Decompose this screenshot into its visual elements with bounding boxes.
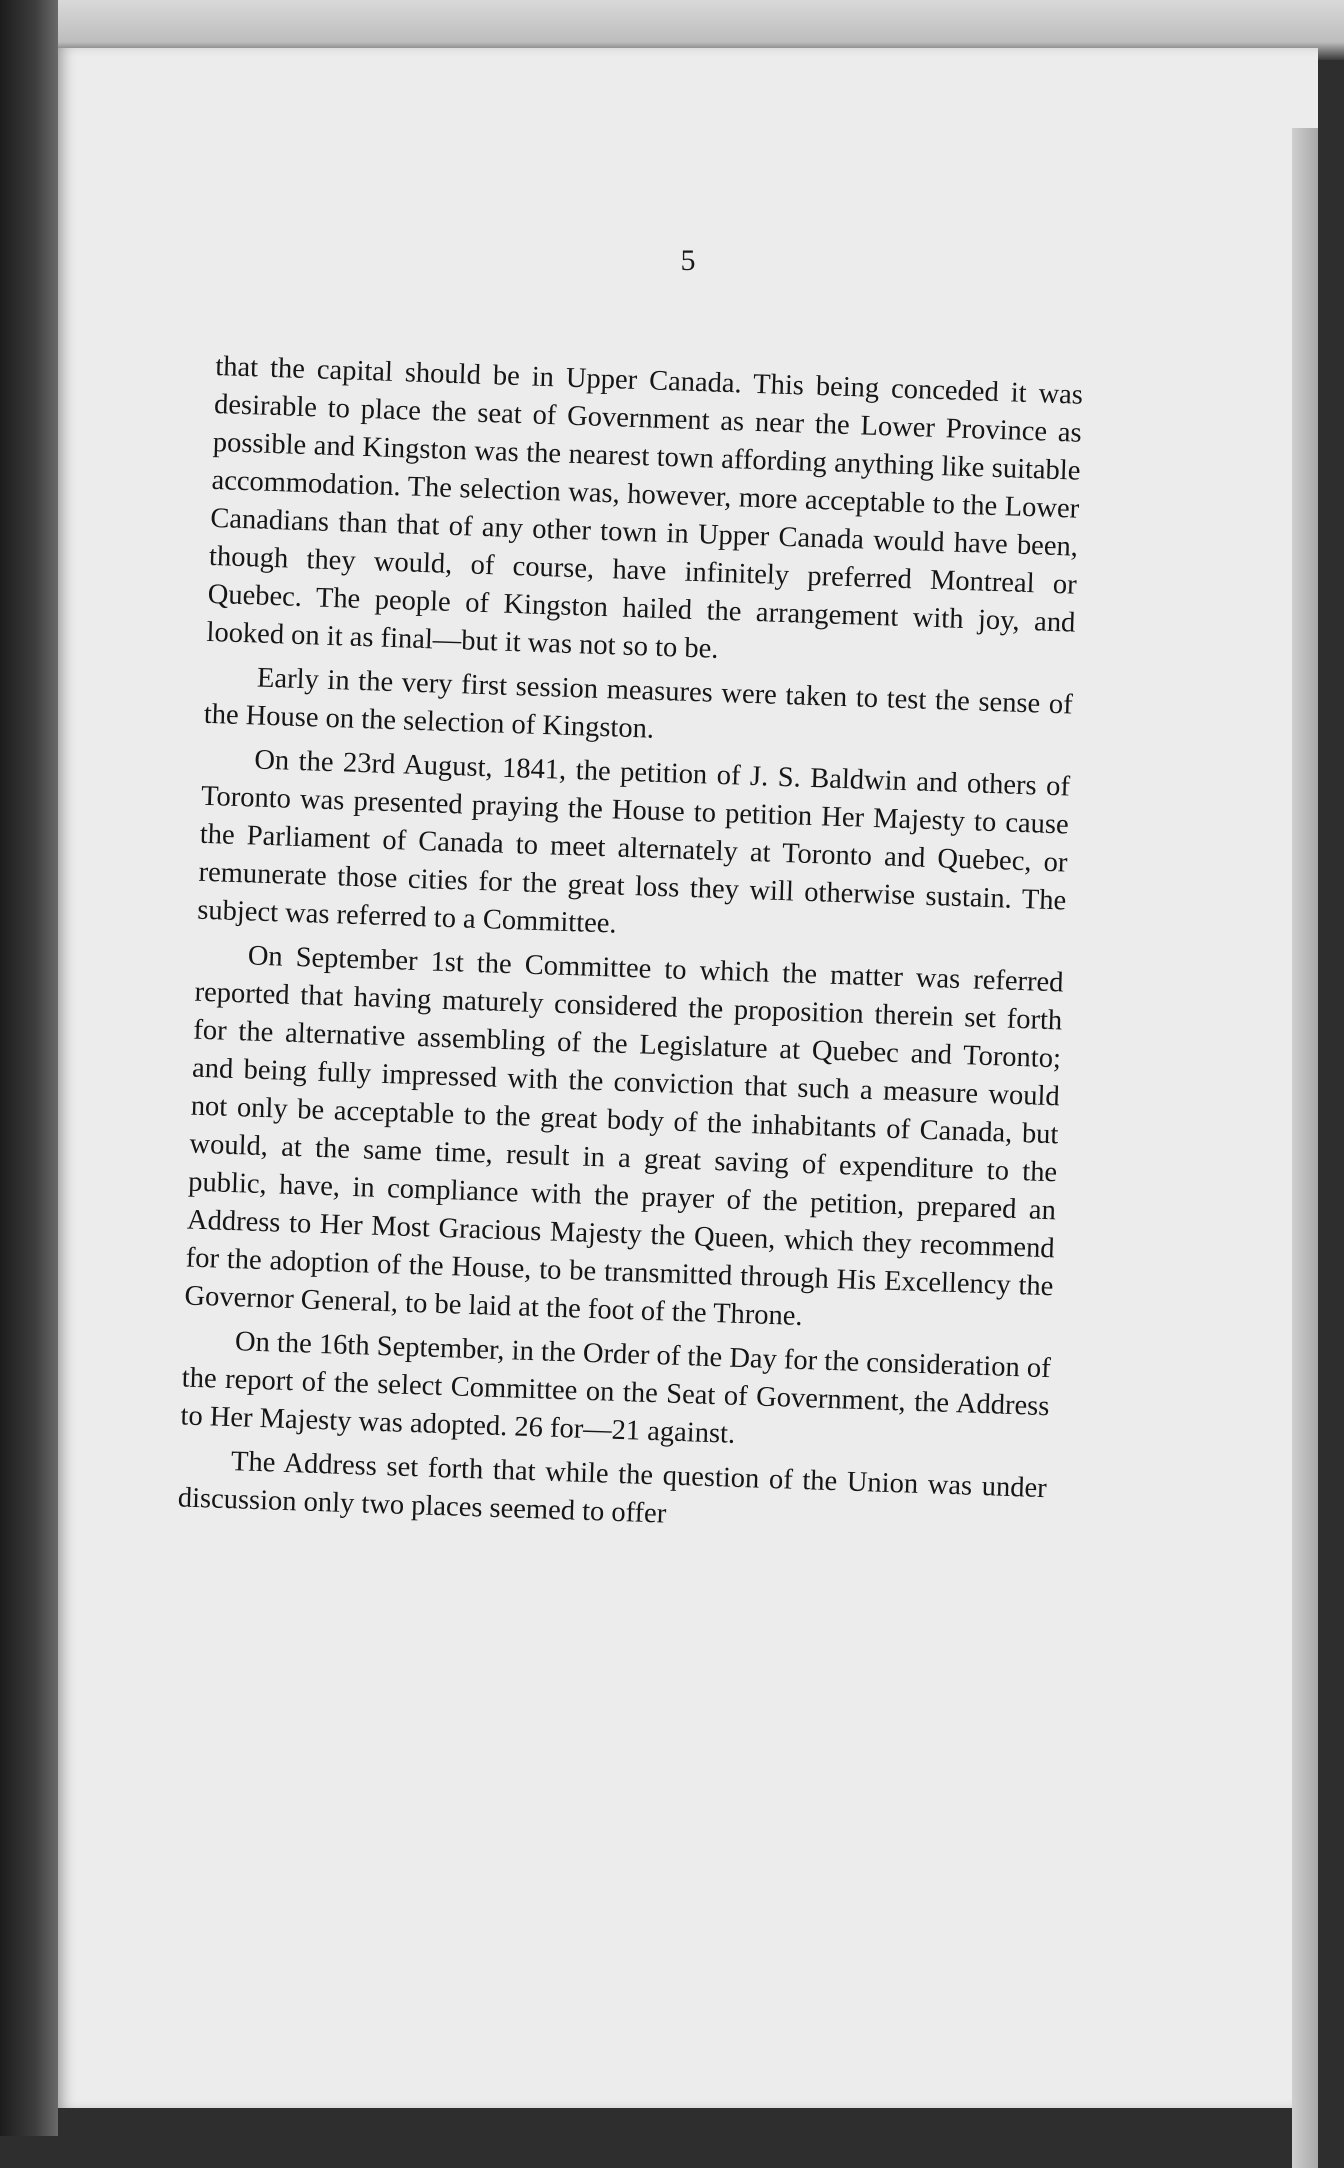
book-binding-shadow bbox=[0, 0, 58, 2136]
paragraph-5: On the 16th September, in the Order of the Day for the consideration of the report of the select Committee on the Seat of Government, the Address to Her Majesty was adopted. 26 for—21 against. bbox=[180, 1326, 1052, 1450]
body-text bbox=[177, 348, 1084, 1552]
book-page bbox=[58, 48, 1318, 2108]
paragraph-1: that the capital should be in Upper Canada. This being conceded it was desirable to place the seat of Government as near the Lower Province as possible and Kingston was the nearest town affording anything like suitable accommodation. The selection was, however, more acceptable to the Lower Canadians than that of any other town in Upper Canada would have been, though they would, of course, have infinitely preferred Montreal or Quebec. The people of Kingston hailed the arrangement with joy, and looked on it as final—but it was not so to be. bbox=[206, 350, 1084, 665]
page-edge bbox=[1292, 128, 1318, 2168]
page-number: 5 bbox=[680, 244, 696, 277]
paragraph-3: On the 23rd August, 1841, the petition of J. S. Baldwin and others of Toronto was presented praying the House to petition Her Majesty to cause the Parliament of Canada to meet alternately at Toronto and Quebec, or remunerate those cities for the great loss they will otherwise sustain. The subject was referred to a Committee. bbox=[196, 744, 1071, 940]
paragraph-6: The Address set forth that while the question of the Union was under discussion only two places seemed to offer bbox=[177, 1446, 1048, 1530]
paragraph-2: Early in the very first session measures were taken to test the sense of the House on the selection of Kingston. bbox=[203, 662, 1074, 745]
paragraph-4: On September 1st the Committee to which the matter was referred reported that having maturely considered the proposition therein set forth for the alternative assembling of the Legislature at Quebec and Toronto; and being fully impressed with the conviction that such a measure would not only be acceptable to the great body of the inhabitants of Canada, but would, at the same time, result in a great saving of expenditure to the public, have, in compliance with the prayer of the petition, prepared an Address to Her Most Gracious Majesty the Queen, which they recommend for the adoption of the House, to be transmitted through His Excellency the Governor General, to be laid at the foot of the Throne. bbox=[184, 940, 1064, 1332]
